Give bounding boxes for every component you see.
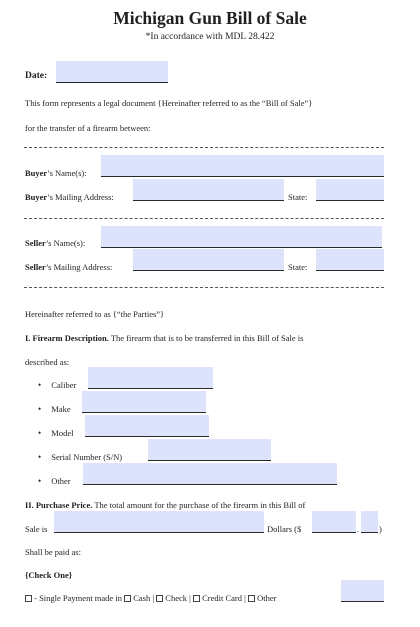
check-checkbox[interactable] [156,595,163,602]
cash-label: Cash [133,593,151,603]
firearm-item-serial [38,452,122,462]
firearm-item-model [38,428,73,438]
credit-card-label: Credit Card [202,593,242,603]
buyer-address-label-rest: ’s Mailing Address: [47,192,114,202]
section2-text: The total amount for the purchase of the firearm in this Bill of [92,500,306,510]
other-payment-label: Other [257,593,277,603]
check-one-label: {Check One} [25,570,73,580]
seller-address-label-rest: ’s Mailing Address: [45,262,113,272]
paid-as-label: Shall be paid as: [25,547,81,557]
document-subtitle: *In accordance with MDL 28.422 [145,32,275,42]
firearm-item-caliber [38,380,76,390]
separator: | [152,593,155,603]
parties-text: Hereinafter referred to as {“the Parties”} [25,309,165,319]
other-payment-field[interactable] [341,580,384,602]
sale-is-label: Sale is [25,524,48,534]
firearm-item-make [38,404,71,414]
caliber-field[interactable] [88,367,213,389]
intro-line-2: for the transfer of a firearm between: [25,123,151,133]
serial-number-field[interactable] [148,439,271,461]
bullet-icon: • [38,380,42,390]
buyer-state-label: State: [288,192,308,202]
dollars-label: Dollars ($ [267,524,302,534]
date-field[interactable] [56,61,168,83]
date-label: Date: [25,71,48,81]
section1-text: The firearm that is to be transferred in this Bill of Sale is [108,333,304,343]
model-label: Model [51,428,74,438]
divider-buyer-top [24,147,384,148]
make-label: Make [51,404,71,414]
divider-parties-top [24,287,384,288]
buyer-name-label-rest: ’s Name(s): [47,168,87,178]
bullet-icon: • [38,476,42,486]
purchase-price-words-field[interactable] [54,511,264,533]
divider-seller-top [24,218,384,219]
separator: | [244,593,246,603]
seller-state-field[interactable] [316,249,384,271]
buyer-name-label-bold: Buyer [25,168,48,178]
section1-paragraph [25,333,303,343]
seller-name-label-bold: Seller [25,238,46,248]
seller-name-label-rest: ’s Name(s): [45,238,86,248]
decimal-point-label: . [357,524,360,534]
section1-heading: I. Firearm Description. [25,333,109,343]
bullet-icon: • [38,404,42,414]
bullet-icon: • [38,452,42,462]
buyer-address-label-bold: Buyer [25,192,48,202]
section1-text2: described as: [25,357,70,367]
buyer-state-field[interactable] [316,179,384,201]
caliber-label: Caliber [51,380,77,390]
make-field[interactable] [82,391,206,413]
buyer-name-field[interactable] [101,155,384,177]
single-payment-label: - Single Payment made in [32,593,125,603]
other-label: Other [51,476,71,486]
seller-address-label-bold: Seller [25,262,46,272]
other-payment-checkbox[interactable] [248,595,255,602]
buyer-address-field[interactable] [133,179,284,201]
model-field[interactable] [85,415,209,437]
seller-state-label: State: [288,262,308,272]
other-description-field[interactable] [83,463,337,485]
payment-options-row [25,593,276,603]
seller-address-field[interactable] [133,249,284,271]
document-title: Michigan Gun Bill of Sale [113,8,307,28]
section2-paragraph [25,500,305,510]
bullet-icon: • [38,428,42,438]
intro-line-1: This form represents a legal document {Hereinafter referred to as the “Bill of Sale”} [25,98,313,108]
credit-card-checkbox[interactable] [193,595,200,602]
seller-name-field[interactable] [101,226,382,248]
cash-checkbox[interactable] [124,595,131,602]
close-paren-label: ) [379,524,382,534]
check-label: Check [165,593,187,603]
purchase-price-cents-field[interactable] [361,511,378,533]
firearm-item-other [38,476,71,486]
serial-number-label: Serial Number (S/N) [51,452,123,462]
seller-address-label [25,262,112,272]
purchase-price-dollars-field[interactable] [312,511,356,533]
buyer-name-label [25,168,87,178]
section2-heading: II. Purchase Price. [25,500,93,510]
seller-name-label [25,238,85,248]
single-payment-checkbox[interactable] [25,595,32,602]
buyer-address-label [25,192,114,202]
separator: | [189,593,191,603]
